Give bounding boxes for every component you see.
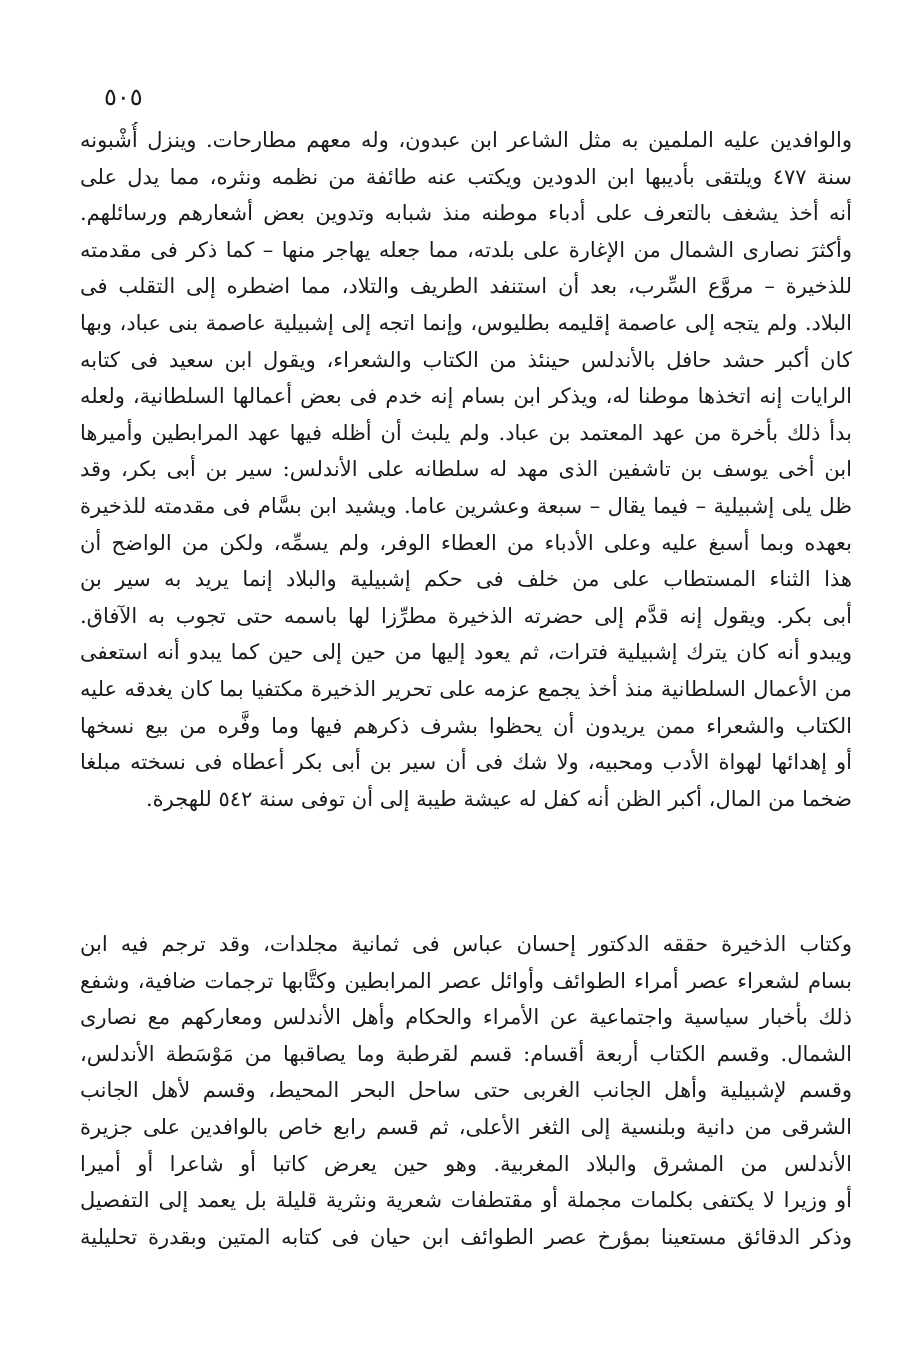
text-line: ويبدو أنه كان يترك إشبيلية فترات، ثم يعود إليها من حين إلى حين كما يبدو أنه استعفى [80, 640, 852, 665]
page-number: ٥٠٥ [104, 83, 143, 111]
paragraph-1 [80, 122, 852, 817]
text-line: وذكر الدقائق مستعينا بمؤرخ عصر الطوائف ابن حيان فى كتابه المتين وبقدرة تحليلية [80, 1224, 852, 1249]
text-line: وقسم لإشبيلية وأهل الجانب الغربى حتى ساحل البحر المحيط، وقسم لأهل الجانب [80, 1078, 852, 1103]
text-line: أو وزيرا لا يكتفى بكلمات مجملة أو مقتطفات شعرية ونثرية قليلة بل يعمد إلى التفصيل [80, 1188, 852, 1213]
text-line: البلاد. ولم يتجه إلى عاصمة إقليمه بطليوس، وإنما اتجه إلى إشبيلية عاصمة بنى عباد، وبها [80, 310, 852, 335]
text-line: الشمال. وقسم الكتاب أربعة أقسام: قسم لقرطبة وما يصاقبها من مَوْسَطة الأندلس، [80, 1041, 852, 1066]
text-line: الأندلس من المشرق والبلاد المغربية. وهو حين يعرض كاتبا أو شاعرا أو أميرا [80, 1151, 852, 1176]
text-line: وأكثرَ نصارى الشمال من الإغارة على بلدته، مما جعله يهاجر منها – كما ذكر فى مقدمته [80, 237, 852, 262]
text-line: الكتاب والشعراء ممن يريدون أن يحظوا بشرف ذكرهم فيها وما وفَّره من بيع نسخها [80, 713, 852, 738]
text-line: والوافدين عليه الملمين به مثل الشاعر ابن عبدون، وله معهم مطارحات. وينزل أُشْبونه [80, 128, 852, 152]
text-line: ظل يلى إشبيلية – فيما يقال – سبعة وعشرين عاما. ويشيد ابن بسَّام فى مقدمته للذخيرة [80, 493, 852, 518]
text-line: الرايات إنه اتخذها موطنا له، ويذكر ابن بسام إنه خدم فى بعض أعمالها السلطانية، ولعله [80, 384, 852, 409]
text-line: ضخما من المال، أكبر الظن أنه كفل له عيشة طيبة إلى أن توفى سنة ٥٤٢ للهجرة. [145, 786, 852, 811]
text-line: سنة ٤٧٧ ويلتقى بأديبها ابن الدودين ويكتب عنه طائفة من نظمه ونثره، مما يدل على [80, 164, 852, 189]
text-line: من الأعمال السلطانية منذ أخذ يجمع عزمه على تحرير الذخيرة مكتفيا بما كان يغدقه عليه [80, 676, 852, 701]
paragraph-2 [80, 926, 852, 1255]
text-line: هذا الثناء المستطاب على من خلف فى حكم إشبيلية والبلاد إنما يريد به سير بن [80, 567, 852, 592]
text-line: بدأ ذلك بأخرة من عهد المعتمد بن عباد. ولم يلبث أن أظله فيها عهد المرابطين وأميرها [80, 420, 852, 445]
text-line: بعهده وبما أسبغ عليه وعلى الأدباء من العطاء الوفر، ولم يسمِّه، ولكن من الواضح أن [80, 530, 852, 555]
text-line: بسام لشعراء عصر أمراء الطوائف وأوائل عصر المرابطين وكتَّابها ترجمات ضافية، وشفع [80, 968, 852, 993]
text-line: وكتاب الذخيرة حققه الدكتور إحسان عباس فى ثمانية مجلدات، وقد ترجم فيه ابن [80, 932, 852, 956]
text-line: للذخيرة – مروَّع السِّرب، بعد أن استنفد الطريف والتلاد، مما اضطره إلى التقلب فى [80, 274, 852, 299]
text-line: ابن أخى يوسف بن تاشفين الذى مهد له سلطانه على الأندلس: سير بن أبى بكر، وقد [80, 457, 852, 482]
text-line: كان أكبر حشد حافل بالأندلس حينئذ من الكتاب والشعراء، ويقول ابن سعيد فى كتابه [80, 347, 852, 372]
text-line: الشرقى من دانية وبلنسية إلى الثغر الأعلى، ثم قسم رابع خاص بالوافدين على جزيرة [80, 1114, 852, 1139]
text-line: أو إهدائها لهواة الأدب ومحبيه، ولا شك فى أن سير بن أبى بكر أعطاه فى نسخته مبلغا [80, 750, 852, 775]
text-line: أنه أخذ يشغف بالتعرف على أدباء موطنه منذ شبابه وتدوين بعض أشعارهم ورسائلهم. [80, 201, 852, 226]
text-line: ذلك بأخبار سياسية واجتماعية عن الأمراء والحكام وأهل الأندلس ومعاركهم مع نصارى [80, 1005, 852, 1030]
text-line: أبى بكر. ويقول إنه قدَّم إلى حضرته الذخيرة مطرِّزا لها باسمه حتى تجوب به الآفاق. [80, 603, 852, 628]
